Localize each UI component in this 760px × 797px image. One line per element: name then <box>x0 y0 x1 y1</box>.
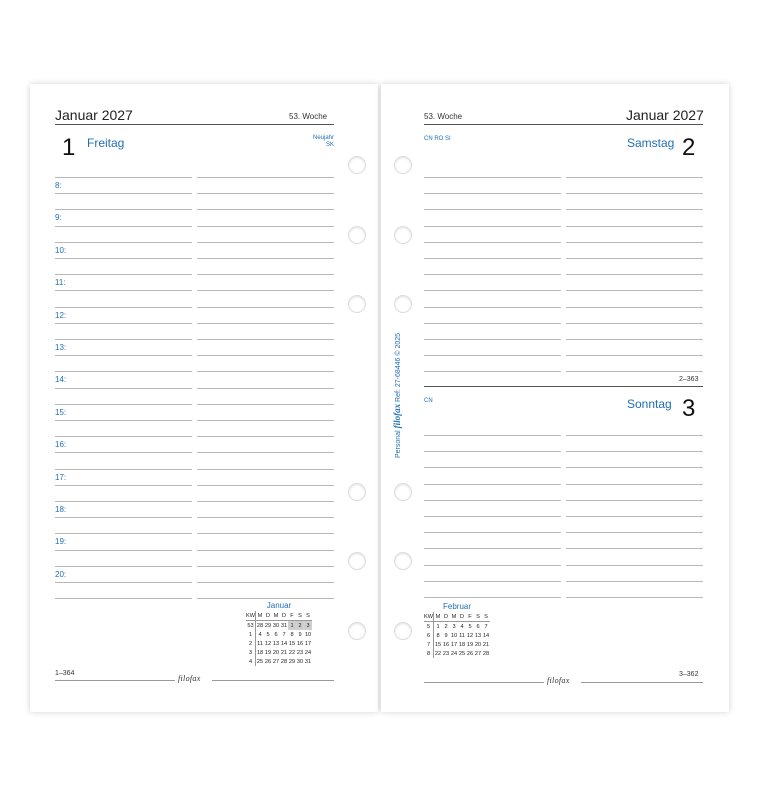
left-holiday-info <box>300 135 334 149</box>
writing-line <box>55 533 192 534</box>
writing-line <box>55 290 192 291</box>
calendar-header-cell: S <box>474 612 482 622</box>
left-holiday-line: Neujahr <box>312 135 334 141</box>
writing-line <box>566 226 703 227</box>
writing-line <box>566 307 703 308</box>
right-mini-calendar <box>424 602 490 658</box>
right-month-year: Januar 2027 <box>626 107 704 123</box>
hour-label: 13: <box>55 343 67 352</box>
ring-hole <box>348 156 366 174</box>
right-footer-rule-a <box>424 682 544 683</box>
calendar-day-cell: 13 <box>474 632 482 639</box>
ring-hole <box>394 483 412 501</box>
calendar-header-cell: D <box>281 612 287 619</box>
calendar-day-cell: 5 <box>468 623 472 630</box>
calendar-day-cell: 3 <box>304 621 312 631</box>
writing-line <box>197 371 334 372</box>
writing-line <box>566 209 703 210</box>
calendar-day-cell: 21 <box>280 649 288 656</box>
calendar-day-cell: 22 <box>288 649 296 656</box>
calendar-day-cell: 29 <box>264 622 272 629</box>
hour-label: 9: <box>55 213 62 223</box>
calendar-day-cell: 22 <box>434 650 442 657</box>
writing-line <box>424 565 561 566</box>
hour-label: 12: <box>55 310 67 320</box>
writing-line <box>55 436 192 437</box>
calendar-day-cell: 23 <box>296 649 304 656</box>
sat-day-name: Samstag <box>627 136 675 150</box>
calendar-day-cell: 20 <box>474 641 482 648</box>
writing-line <box>55 501 192 502</box>
ring-hole <box>394 295 412 313</box>
writing-line <box>55 566 192 567</box>
writing-line <box>197 307 334 308</box>
writing-line <box>197 290 334 291</box>
writing-line <box>566 371 703 372</box>
calendar-day-cell: 5 <box>424 622 434 632</box>
writing-line <box>424 532 561 533</box>
left-day-number: 1 <box>62 134 76 161</box>
writing-line <box>197 339 334 340</box>
right-header-rule <box>424 124 703 125</box>
writing-line <box>197 323 334 324</box>
writing-line <box>566 323 703 324</box>
writing-line <box>197 258 334 259</box>
calendar-day-cell: 7 <box>424 640 434 649</box>
writing-line <box>55 469 192 470</box>
writing-line <box>197 420 334 421</box>
left-header-rule <box>55 124 334 125</box>
calendar-day-cell: 31 <box>280 622 288 629</box>
calendar-day-cell: 26 <box>466 650 474 657</box>
writing-line <box>55 193 192 194</box>
calendar-header-cell: M <box>451 613 457 620</box>
calendar-day-cell: 2 <box>296 621 304 631</box>
ring-hole <box>394 156 412 174</box>
calendar-header-cell: S <box>296 611 304 621</box>
writing-line <box>197 355 334 356</box>
writing-line <box>566 451 703 452</box>
writing-line <box>566 193 703 194</box>
calendar-day-cell: 12 <box>264 640 272 647</box>
writing-line <box>424 258 561 259</box>
left-week-label: 53. Woche <box>289 112 328 121</box>
writing-line <box>197 485 334 486</box>
calendar-header-cell: D <box>443 613 449 620</box>
writing-line <box>197 177 334 178</box>
sun-holiday-info: CN <box>424 398 433 404</box>
writing-line <box>197 404 334 405</box>
writing-line <box>55 258 192 259</box>
calendar-day-cell: 8 <box>424 649 434 658</box>
spine-text <box>392 318 402 458</box>
writing-line <box>424 484 561 485</box>
mini-calendar-month: Februar <box>443 602 472 611</box>
spine-brand: filofax <box>392 403 402 429</box>
calendar-header-cell: D <box>459 613 465 620</box>
calendar-day-cell: 14 <box>482 632 490 639</box>
calendar-day-cell: 14 <box>280 640 288 647</box>
writing-line <box>197 533 334 534</box>
writing-line <box>566 532 703 533</box>
writing-line <box>566 177 703 178</box>
writing-line <box>55 517 192 518</box>
calendar-day-cell: 19 <box>466 641 474 648</box>
ring-hole <box>394 552 412 570</box>
left-day-name: Freitag <box>87 136 125 150</box>
writing-line <box>55 371 192 372</box>
writing-line <box>566 597 703 598</box>
ring-hole <box>394 226 412 244</box>
left-mini-calendar <box>246 601 312 666</box>
writing-line <box>197 388 334 389</box>
sun-day-number: 3 <box>682 395 696 422</box>
hour-label: 11: <box>55 278 66 288</box>
writing-line <box>55 404 192 405</box>
calendar-day-cell: 26 <box>264 658 272 665</box>
writing-line <box>566 435 703 436</box>
hour-label: 18: <box>55 505 67 514</box>
right-page <box>381 84 729 712</box>
calendar-day-cell: 15 <box>288 640 296 647</box>
ring-hole <box>348 295 366 313</box>
calendar-header-cell: M <box>256 611 265 621</box>
hour-label: 17: <box>55 472 67 482</box>
writing-line <box>566 274 703 275</box>
writing-line <box>566 484 703 485</box>
calendar-day-cell: 16 <box>296 640 304 647</box>
calendar-header-cell: M <box>273 612 279 619</box>
calendar-day-cell: 30 <box>296 658 304 665</box>
calendar-header-cell: KW <box>246 612 256 619</box>
writing-line <box>197 550 334 551</box>
writing-line <box>55 388 192 389</box>
writing-line <box>55 485 192 486</box>
writing-line <box>197 598 334 599</box>
writing-line <box>566 565 703 566</box>
writing-line <box>197 582 334 583</box>
ring-hole <box>394 622 412 640</box>
calendar-day-cell: 12 <box>466 632 474 639</box>
writing-line <box>55 323 192 324</box>
calendar-day-cell: 20 <box>272 649 280 656</box>
writing-line <box>424 323 561 324</box>
day-divider <box>424 386 703 387</box>
calendar-day-cell: 4 <box>460 623 464 630</box>
calendar-header-cell: S <box>482 612 490 622</box>
writing-line <box>424 274 561 275</box>
calendar-day-cell: 4 <box>246 657 256 666</box>
writing-line <box>566 548 703 549</box>
writing-line <box>197 193 334 194</box>
calendar-day-cell: 7 <box>282 631 286 638</box>
writing-line <box>424 355 561 356</box>
calendar-day-cell: 8 <box>290 631 294 638</box>
left-holiday-line: SK <box>325 142 334 148</box>
ring-hole <box>348 552 366 570</box>
writing-line <box>424 451 561 452</box>
writing-line <box>566 258 703 259</box>
writing-line <box>424 177 561 178</box>
writing-line <box>55 550 192 551</box>
calendar-day-cell: 10 <box>304 631 312 638</box>
calendar-day-cell: 27 <box>474 650 482 657</box>
calendar-day-cell: 8 <box>436 632 440 639</box>
calendar-day-cell: 17 <box>304 640 312 647</box>
calendar-day-cell: 24 <box>304 649 312 656</box>
writing-line <box>424 209 561 210</box>
calendar-day-cell: 5 <box>266 631 270 638</box>
writing-line <box>197 226 334 227</box>
calendar-day-cell: 28 <box>256 622 264 629</box>
spine-ref: Ref: 27-68446 <box>395 357 402 402</box>
writing-line <box>55 355 192 356</box>
calendar-header-cell: F <box>288 611 296 621</box>
ring-hole <box>348 483 366 501</box>
writing-line <box>424 500 561 501</box>
hour-label: 20: <box>55 569 67 579</box>
filofax-logo: filofax <box>178 674 201 683</box>
hour-label: 14: <box>55 375 67 385</box>
right-footer-rule-b <box>581 682 703 683</box>
right-page-number: 3–362 <box>679 671 699 678</box>
calendar-day-cell: 16 <box>442 641 450 648</box>
writing-line <box>197 501 334 502</box>
right-week-label: 53. Woche <box>424 112 463 121</box>
mini-calendar-table <box>424 612 490 658</box>
writing-line <box>566 500 703 501</box>
writing-line <box>424 226 561 227</box>
hour-label: 16: <box>55 440 67 450</box>
calendar-header-cell: KW <box>424 613 434 620</box>
ring-hole <box>348 622 366 640</box>
calendar-day-cell: 28 <box>482 650 490 657</box>
calendar-day-cell: 1 <box>246 630 256 639</box>
calendar-day-cell: 19 <box>264 649 272 656</box>
filofax-logo: filofax <box>547 676 570 685</box>
writing-line <box>424 548 561 549</box>
writing-line <box>424 339 561 340</box>
calendar-day-cell: 23 <box>442 650 450 657</box>
writing-line <box>424 242 561 243</box>
writing-line <box>55 339 192 340</box>
calendar-day-cell: 11 <box>257 640 263 647</box>
writing-line <box>197 242 334 243</box>
writing-line <box>566 339 703 340</box>
calendar-day-cell: 2 <box>444 623 448 630</box>
hour-label: 8: <box>55 181 62 190</box>
sat-day-number: 2 <box>682 134 696 161</box>
calendar-day-cell: 1 <box>288 621 296 631</box>
calendar-day-cell: 6 <box>424 631 434 640</box>
writing-line <box>424 597 561 598</box>
calendar-day-cell: 6 <box>476 623 480 630</box>
writing-line <box>55 307 192 308</box>
hour-label: 15: <box>55 407 67 417</box>
calendar-day-cell: 3 <box>452 623 456 630</box>
writing-line <box>55 598 192 599</box>
left-footer-rule-a <box>55 680 175 681</box>
writing-line <box>566 242 703 243</box>
calendar-header-cell: D <box>265 612 271 619</box>
writing-line <box>566 355 703 356</box>
writing-line <box>55 242 192 243</box>
left-page-number: 1–364 <box>55 670 75 677</box>
writing-line <box>55 209 192 210</box>
mini-calendar-month: Januar <box>266 601 292 610</box>
calendar-day-cell: 18 <box>256 649 264 656</box>
hour-label: 10: <box>55 245 67 255</box>
writing-line <box>55 177 192 178</box>
writing-line <box>424 581 561 582</box>
spine-size: Personal <box>395 430 402 458</box>
sat-page-number: 2–363 <box>679 376 699 383</box>
calendar-header-cell: F <box>466 612 474 622</box>
writing-line <box>424 290 561 291</box>
hour-label: 19: <box>55 537 67 547</box>
writing-line <box>55 452 192 453</box>
calendar-day-cell: 6 <box>274 631 278 638</box>
writing-line <box>55 420 192 421</box>
calendar-header-cell: S <box>304 611 312 621</box>
calendar-day-cell: 3 <box>246 648 256 657</box>
calendar-day-cell: 53 <box>247 622 254 629</box>
writing-line <box>566 290 703 291</box>
calendar-day-cell: 21 <box>482 641 490 648</box>
calendar-day-cell: 17 <box>450 641 458 648</box>
writing-line <box>55 274 192 275</box>
writing-line <box>197 452 334 453</box>
writing-line <box>566 516 703 517</box>
writing-line <box>424 467 561 468</box>
spine-copyright: © 2025 <box>395 332 402 356</box>
mini-calendar-table <box>246 611 312 666</box>
calendar-day-cell: 7 <box>484 623 488 630</box>
calendar-day-cell: 25 <box>256 658 264 665</box>
writing-line <box>424 307 561 308</box>
writing-line <box>197 517 334 518</box>
calendar-day-cell: 9 <box>444 632 448 639</box>
ring-hole <box>348 226 366 244</box>
calendar-day-cell: 10 <box>450 632 458 639</box>
left-page <box>30 84 378 712</box>
writing-line <box>424 193 561 194</box>
left-month-year: Januar 2027 <box>55 107 133 123</box>
calendar-day-cell: 4 <box>258 631 262 638</box>
sun-day-name: Sonntag <box>627 397 672 411</box>
writing-line <box>566 467 703 468</box>
calendar-day-cell: 9 <box>298 631 302 638</box>
sat-holiday-info: CN RO SI <box>424 136 451 142</box>
calendar-day-cell: 31 <box>304 658 312 665</box>
calendar-day-cell: 18 <box>458 641 466 648</box>
calendar-day-cell: 27 <box>272 658 280 665</box>
writing-line <box>55 226 192 227</box>
calendar-day-cell: 25 <box>458 650 466 657</box>
writing-line <box>197 274 334 275</box>
writing-line <box>197 469 334 470</box>
writing-line <box>424 516 561 517</box>
writing-line <box>197 566 334 567</box>
writing-line <box>197 209 334 210</box>
calendar-header-cell: M <box>434 612 443 622</box>
writing-line <box>424 435 561 436</box>
calendar-day-cell: 15 <box>434 641 442 648</box>
writing-line <box>424 371 561 372</box>
calendar-day-cell: 1 <box>436 623 440 630</box>
calendar-day-cell: 11 <box>459 632 465 639</box>
left-footer-rule-b <box>212 680 334 681</box>
calendar-day-cell: 29 <box>288 658 296 665</box>
writing-line <box>197 436 334 437</box>
calendar-day-cell: 2 <box>246 639 256 648</box>
writing-line <box>55 582 192 583</box>
writing-line <box>566 581 703 582</box>
calendar-day-cell: 13 <box>272 640 280 647</box>
calendar-day-cell: 24 <box>450 650 458 657</box>
calendar-day-cell: 30 <box>272 622 280 629</box>
calendar-day-cell: 28 <box>280 658 288 665</box>
